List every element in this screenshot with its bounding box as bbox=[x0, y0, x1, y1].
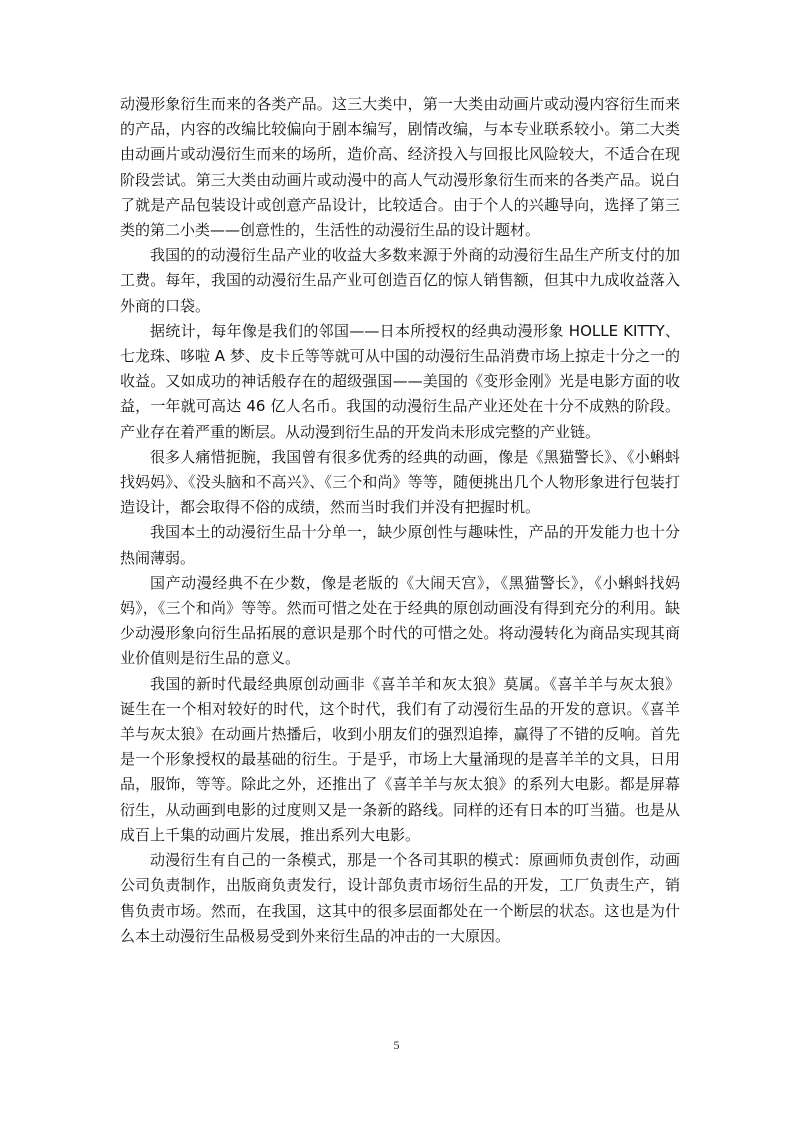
paragraph: 动漫衍生有自己的一条模式，那是一个各司其职的模式：原画师负责创作，动画公司负责制作，出版商负责发行，设计部负责市场衍生品的开发，工厂负责生产，销售负责市场。然而，在我国，这其中的很多层面都处在一个断层的状态。这也是为什么本土动漫衍生品极易受到外来衍生品的冲击的一大原因。 bbox=[120, 851, 680, 945]
paragraph: 据统计，每年像是我们的邻国——日本所授权的经典动漫形象 HOLLE KITTY、七龙珠、哆啦 A 梦、皮卡丘等等就可从中国的动漫衍生品消费市场上掠走十分之一的收益。又如成功的神话般存在的超级强国——美国的《变形金刚》光是电影方面的收益，一年就可高达 46 亿人名币。我国的动漫衍生品产业还处在十分不成熟的阶段。产业存在着严重的断层。从动漫到衍生品的开发尚未形成完整的产业链。 bbox=[120, 321, 680, 441]
paragraph: 国产动漫经典不在少数，像是老版的《大闹天宫》，《黑猫警长》，《小蝌蚪找妈妈》，《三个和尚》等等。然而可惜之处在于经典的原创动画没有得到充分的利用。缺少动漫形象向衍生品拓展的意识是那个时代的可惜之处。将动漫转化为商品实现其商业价值则是衍生品的意义。 bbox=[120, 573, 680, 668]
page-number: 5 bbox=[393, 1038, 400, 1052]
paragraph: 我国本土的动漫衍生品十分单一，缺少原创性与趣味性，产品的开发能力也十分热闹薄弱。 bbox=[120, 523, 680, 567]
paragraph: 很多人痛惜扼腕，我国曾有很多优秀的经典的动画，像是《黑猫警长》、《小蝌蚪找妈妈》、《没头脑和不高兴》、《三个和尚》等等，随便挑出几个人物形象进行包装打造设计，都会取得不俗的成绩，然而当时我们并没有把握时机。 bbox=[120, 447, 680, 517]
paragraph: 我国的的动漫衍生品产业的收益大多数来源于外商的动漫衍生品生产所支付的加工费。每年，我国的动漫衍生品产业可创造百亿的惊人销售额，但其中九成收益落入外商的口袋。 bbox=[120, 246, 680, 315]
document-body bbox=[120, 92, 680, 949]
paragraph: 我国的新时代最经典原创动画非《喜羊羊和灰太狼》莫属。《喜羊羊与灰太狼》诞生在一个相对较好的时代，这个时代，我们有了动漫衍生品的开发的意识。《喜羊羊与灰太狼》在动画片热播后，收到小朋友们的强烈追捧，赢得了不错的反响。首先是一个形象授权的最基础的衍生。于是乎，市场上大量涌现的是喜羊羊的文具，日用品，服饰，等等。除此之外，还推出了《喜羊羊与灰太狼》的系列大电影。都是屏幕衍生，从动画到电影的过度则又是一条新的路线。同样的还有日本的叮当猫。也是从成百上千集的动画片发展，推出系列大电影。 bbox=[120, 674, 680, 844]
paragraph-continuation: 动漫形象衍生而来的各类产品。这三大类中，第一大类由动画片或动漫内容衍生而来的产品，内容的改编比较偏向于剧本编写，剧情改编，与本专业联系较小。第二大类由动画片或动漫衍生而来的场所，造价高、经济投入与回报比风险较大，不适合在现阶段尝试。第三大类由动画片或动漫中的高人气动漫形象衍生而来的各类产品。说白了就是产品包装设计或创意产品设计，比较适合。由于个人的兴趣导向，选择了第三类的第二小类——创意性的，生活性的动漫衍生品的设计题材。 bbox=[120, 95, 680, 240]
